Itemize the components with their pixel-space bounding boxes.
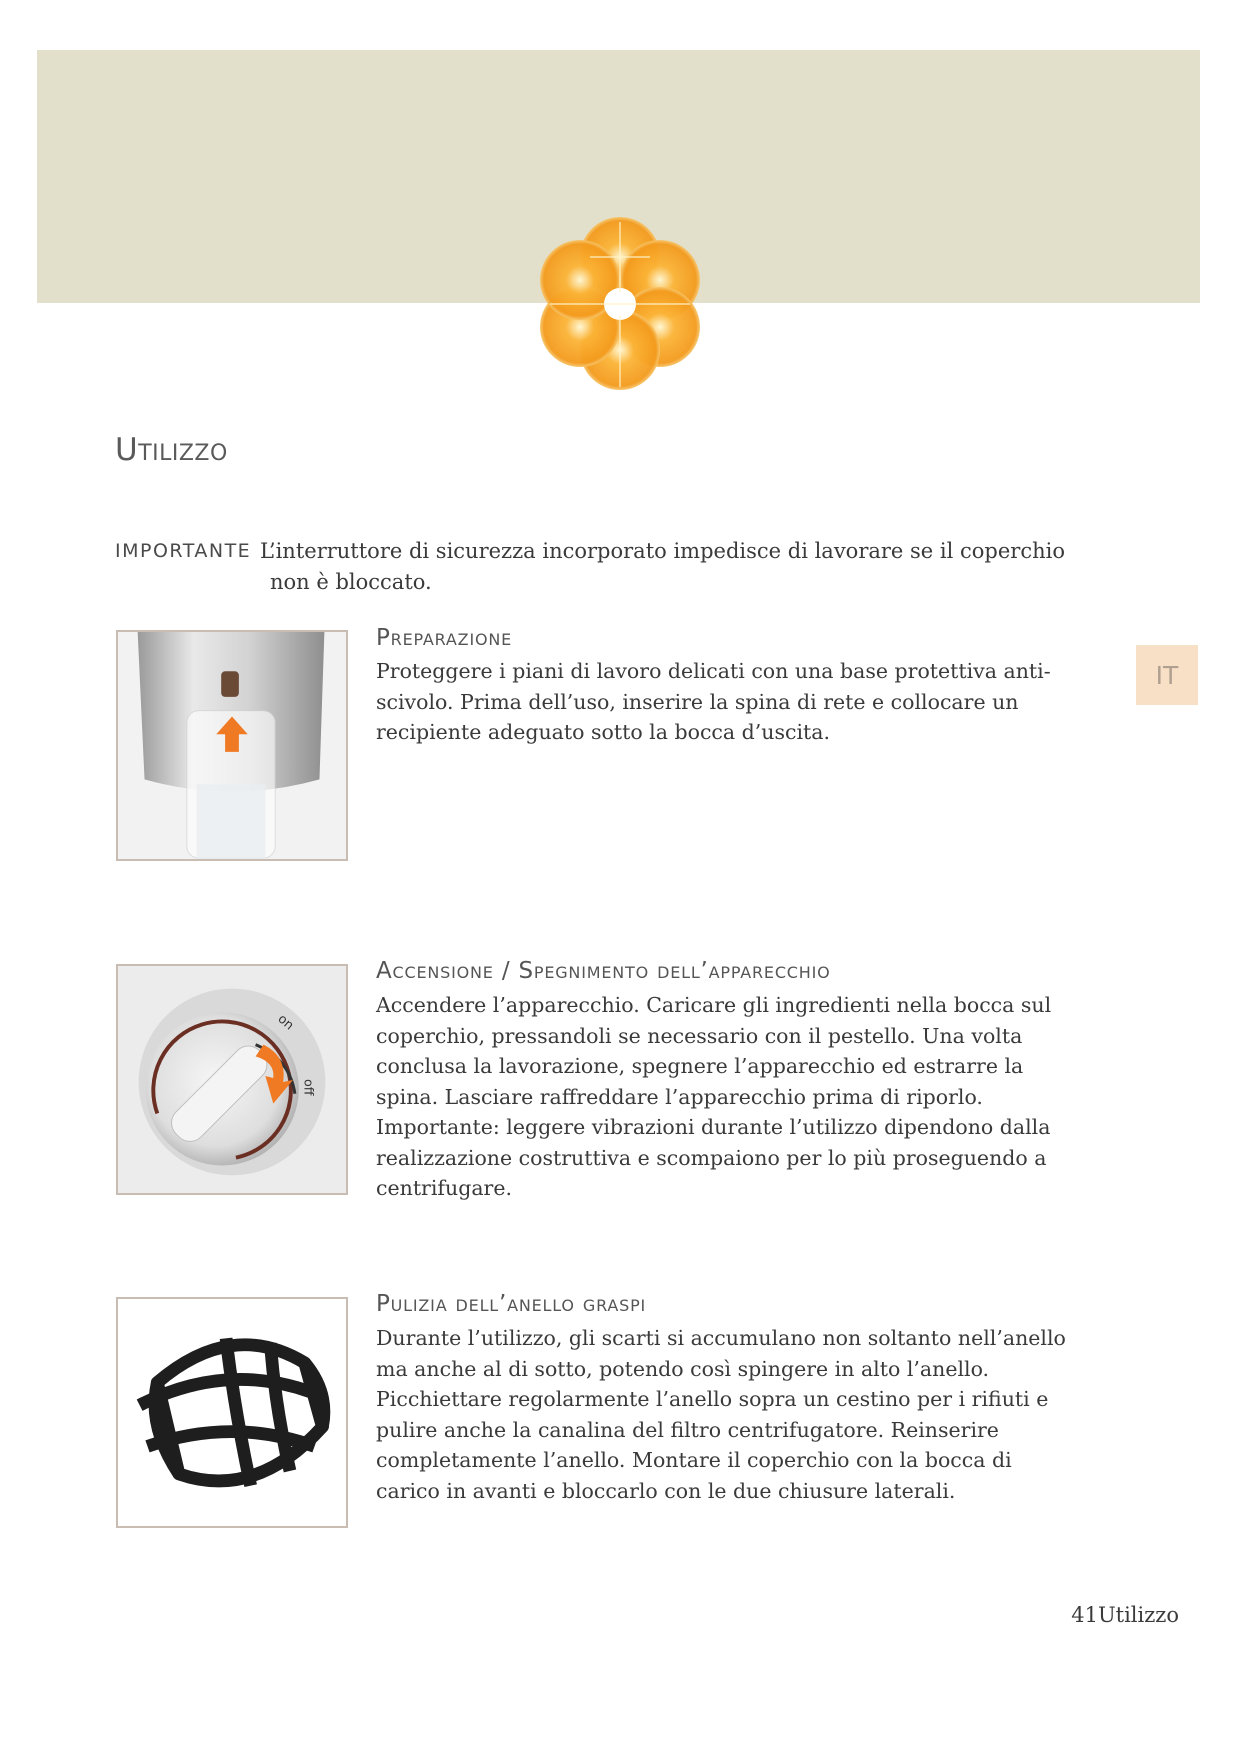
dial-on-label: on (274, 1011, 297, 1034)
dial-off-label: off (300, 1079, 316, 1096)
section-title-pulizia: Pulizia dell’anello graspi (376, 1291, 647, 1317)
page-title: Utilizzo (115, 432, 228, 468)
orange-slices-logo (530, 212, 710, 392)
pulp-ring-illustration (118, 1299, 346, 1526)
page-footer: 41Utilizzo (1071, 1603, 1179, 1627)
important-text: L’interruttore di sicurezza incorporato impedisce di lavorare se il coperchio non è bloccato. (260, 539, 1065, 594)
section-text-accensione: Accendere l’apparecchio. Caricare gli ingredienti nella bocca sul coperchio, pressandoli se necessario con il pestello. Una volta conclusa la lavorazione, spegnere l’apparecchio ed estrarre la spina. Lasciare raffreddare l’apparecchio prima di riporlo. Importante: leggere vibrazioni durante l’utilizzo dipendono dalla realizzazione costruttiva e scompaiono per lo più proseguendo a centrifugare. (376, 993, 1052, 1200)
on-off-dial-image (116, 964, 348, 1195)
pulp-ring-image (116, 1297, 348, 1528)
on-off-dial-illustration (118, 966, 346, 1193)
section-title-preparazione: Preparazione (376, 625, 513, 651)
section-text-preparazione: Proteggere i piani di lavoro delicati con una base protettiva anti-scivolo. Prima dell’uso, inserire la spina di rete e collocare un recipiente adeguato sotto la bocca d’uscita. (376, 659, 1051, 744)
important-label: IMPORTANTE (115, 540, 252, 562)
section-text-pulizia: Durante l’utilizzo, gli scarti si accumulano non soltanto nell’anello ma anche al di sotto, potendo così spingere in alto l’anello. Picchiettare regolarmente l’anello sopra un cestino per i rifiuti e pulire anche la canalina del filtro centrifugatore. Reinserire completamente l’anello. Montare il coperchio con la bocca di carico in avanti e bloccarlo con le due chiusure laterali. (376, 1326, 1066, 1503)
juicer-spout-image (116, 630, 348, 861)
juicer-spout-illustration (118, 632, 346, 859)
language-tab[interactable]: IT (1136, 645, 1198, 705)
section-title-accensione: Accensione / Spegnimento dell’apparecchio (376, 958, 831, 984)
